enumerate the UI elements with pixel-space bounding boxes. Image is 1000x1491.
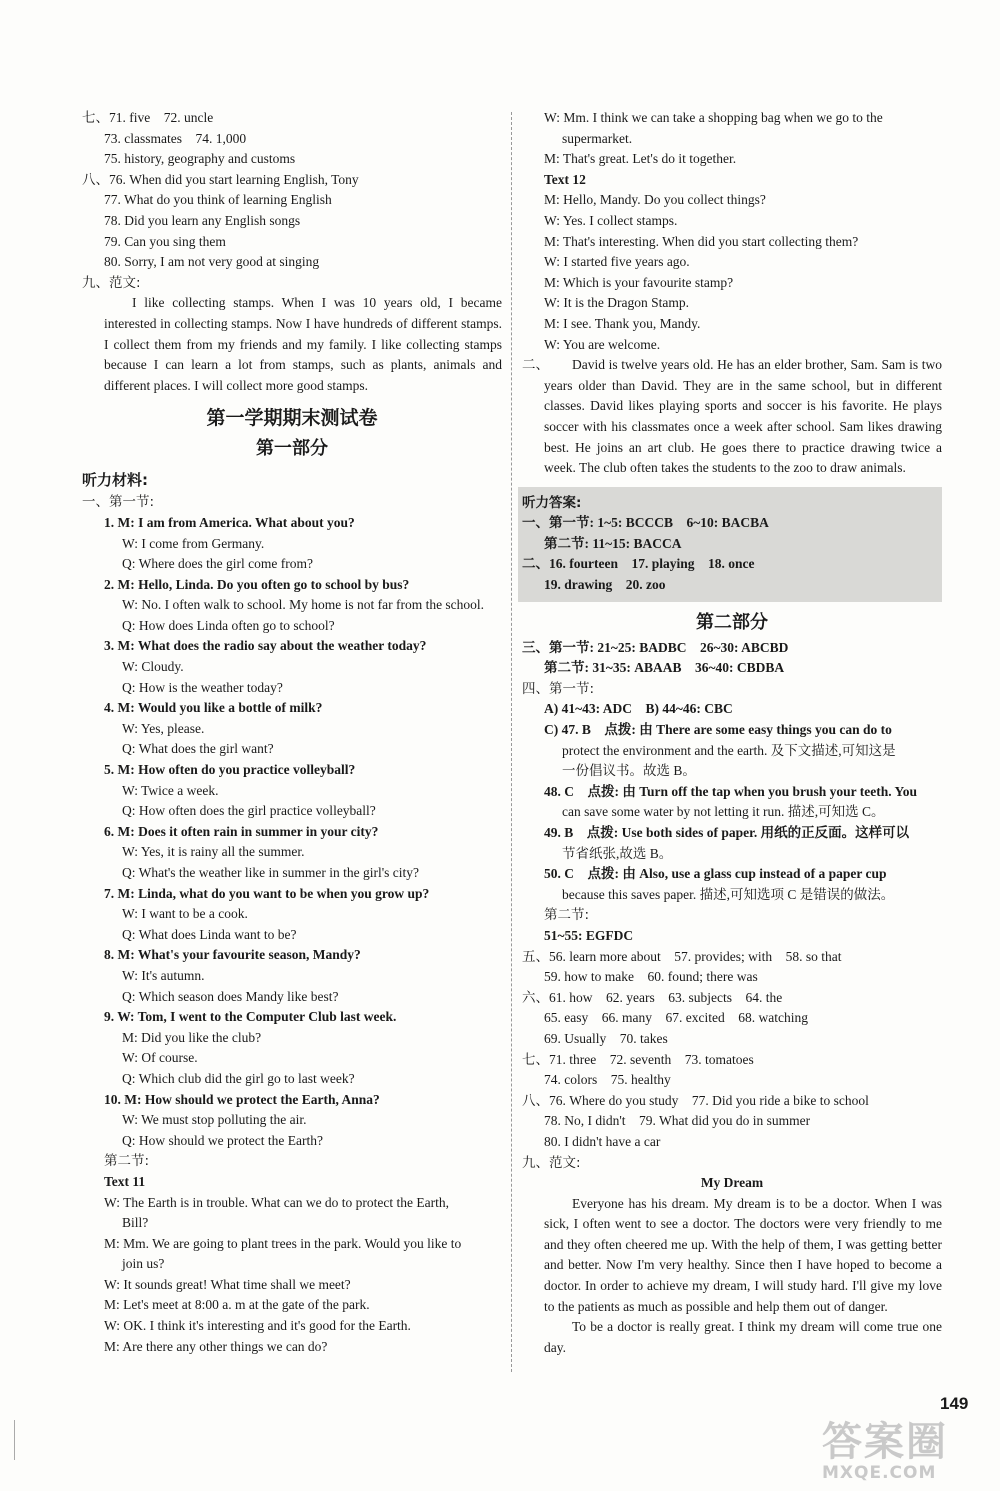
model-essay: I like collecting stamps. When I was 10 years old, I became interested in collecting stamps. Now I have hundreds of different stamps. I collect them from my friends and my family. I like collecting stamps because I can learn a lot from stamps, such as plants, animals and different places. I will collect more good stamps. bbox=[104, 295, 502, 393]
essay-paragraph: To be a doctor is really great. I think my dream will come true one day. bbox=[544, 1319, 942, 1355]
dialogue-line: Q: What's the weather like in summer in the girl's city? bbox=[122, 865, 420, 880]
dialogue-line: Q: What does Linda want to be? bbox=[122, 926, 297, 942]
section-label: 第二节: bbox=[544, 907, 590, 924]
answer-line: 19. drawing 20. zoo bbox=[544, 577, 666, 593]
dialogue-line: M: That's great. Let's do it together. bbox=[544, 151, 737, 167]
dialogue-line: 4. M: Would you like a bottle of milk? bbox=[104, 700, 323, 716]
answer-line: C) 47. B 点拨: 由 There are some easy things you can do to bbox=[544, 722, 892, 738]
dialogue-line: W: Mm. I think we can take a shopping bag when we go to the bbox=[544, 110, 883, 125]
dialogue-line: 6. M: Does it often rain in summer in your city? bbox=[104, 823, 379, 839]
dialogue-line: 8. M: What's your favourite season, Mandy? bbox=[104, 947, 361, 963]
dialogue-line: M: That's interesting. When did you start collecting them? bbox=[544, 233, 859, 249]
dialogue-line: Q: Which club did the girl go to last week? bbox=[122, 1070, 355, 1086]
section-label: 二、 bbox=[522, 357, 549, 374]
dialogue-line: W: No. I often walk to school. My home is not far from the school. bbox=[122, 597, 485, 613]
answer-line: 第二节: 31~35: ABAAB 36~40: CBDBA bbox=[544, 660, 785, 676]
answer-line: 48. C 点拨: 由 Turn off the tap when you brush your teeth. You bbox=[544, 783, 918, 799]
dialogue-line: W: Of course. bbox=[122, 1050, 198, 1066]
dialogue-line: W: I want to be a cook. bbox=[122, 906, 248, 922]
answer-line: 第二节: 11~15: BACCA bbox=[544, 535, 682, 551]
answer-line: 三、第一节: 21~25: BADBC 26~30: ABCBD bbox=[522, 639, 789, 655]
dialogue-line: W: I come from Germany. bbox=[122, 535, 265, 551]
margin-line bbox=[14, 1420, 15, 1460]
section-label: 九、范文: bbox=[82, 274, 141, 291]
answers-title: 听力答案: bbox=[522, 494, 582, 511]
answer-line: 73. classmates 74. 1,000 bbox=[104, 130, 247, 146]
dialogue-line: 1. M: I am from America. What about you? bbox=[104, 514, 355, 530]
answer-line: 七、71. five 72. uncle bbox=[82, 110, 214, 125]
answer-line: 77. What do you think of learning English bbox=[104, 192, 332, 208]
dialogue-line: 9. W: Tom, I went to the Computer Club last week. bbox=[104, 1009, 397, 1025]
part-title: 第一部分 bbox=[256, 438, 328, 460]
answer-line: 59. how to make 60. found; there was bbox=[544, 969, 758, 985]
answer-line: 六、61. how 62. years 63. subjects 64. the bbox=[522, 989, 783, 1005]
dialogue-line: W: Yes. I collect stamps. bbox=[544, 212, 678, 228]
dialogue-line: W: Yes, it is rainy all the summer. bbox=[122, 844, 305, 860]
answer-line: A) 41~43: ADC B) 44~46: CBC bbox=[544, 701, 733, 717]
dialogue-line: Q: What does the girl want? bbox=[122, 741, 274, 757]
dialogue-line: W: OK. I think it's interesting and it's good for the Earth. bbox=[104, 1318, 411, 1334]
dialogue-line: 5. M: How often do you practice volleyball? bbox=[104, 762, 356, 778]
answer-line: 七、71. three 72. seventh 73. tomatoes bbox=[522, 1051, 754, 1067]
dialogue-line: Q: Where does the girl come from? bbox=[122, 556, 313, 572]
dialogue-line: W: You are welcome. bbox=[544, 336, 661, 352]
section-label: 四、第一节: bbox=[522, 680, 595, 697]
text-title: Text 12 bbox=[544, 171, 586, 187]
answer-line: 49. B 点拨: Use both sides of paper. 用纸的正反面。这样可以 bbox=[544, 825, 910, 840]
dialogue-line: 2. M: Hello, Linda. Do you often go to school by bus? bbox=[104, 576, 410, 592]
right-column bbox=[522, 108, 942, 1358]
dialogue-line: M: I see. Thank you, Mandy. bbox=[544, 315, 701, 331]
answer-line: 五、56. learn more about 57. provides; with 58. so that bbox=[522, 948, 842, 964]
dialogue-line: W: Cloudy. bbox=[122, 659, 184, 675]
answer-line: 二、16. fourteen 17. playing 18. once bbox=[522, 556, 755, 572]
answer-line: because this saves paper. 描述,可知选项 C 是错误的做法。 bbox=[562, 886, 895, 902]
dialogue-line: supermarket. bbox=[562, 130, 633, 146]
listening-title: 听力材料: bbox=[82, 471, 148, 490]
dialogue-line: Q: How does Linda often go to school? bbox=[122, 617, 335, 633]
dialogue-line: M: Hello, Mandy. Do you collect things? bbox=[544, 192, 766, 208]
essay-paragraph: Everyone has his dream. My dream is to be a doctor. When I was sick, I often went to see a doctor. The doctors were very friendly to me and they often cheered me up. With the help of them, I was getting better and better. Now I'm very healthy. Since then I have hoped to become a doctor. In order to achieve my dream, I will study hard. I'll give my love to the patients as much as possible and help them out of danger. bbox=[544, 1195, 942, 1314]
dialogue-line: W: It's autumn. bbox=[122, 967, 205, 983]
listening-passage: David is twelve years old. He has an elder brother, Sam. Sam is two years older than David. They are in the same school, but in different classes. David likes playing sports and soccer is his favorite. He plays soccer with his classmates once a week after school. Sam likes drawing best. He joins an art club. He goes there to practice drawing twice a week. The club often takes the students to the zoo to draw animals. bbox=[544, 357, 942, 476]
exam-title: 第一学期期末测试卷 bbox=[206, 407, 378, 430]
dialogue-line: M: Did you like the club? bbox=[122, 1029, 262, 1045]
dialogue-line: M: Mm. We are going to plant trees in the park. Would you like to bbox=[104, 1235, 462, 1251]
answer-line: 75. history, geography and customs bbox=[104, 151, 296, 167]
section-label: 第二节: bbox=[104, 1153, 150, 1170]
dialogue-line: W: Yes, please. bbox=[122, 720, 205, 736]
answer-line: protect the environment and the earth. 及下文描述,可知这是 bbox=[562, 742, 896, 758]
dialogue-list bbox=[82, 513, 502, 1151]
dialogue-line: W: We must stop polluting the air. bbox=[122, 1112, 307, 1128]
essay-title: My Dream bbox=[700, 1175, 764, 1191]
dialogue-line: 10. M: How should we protect the Earth, Anna? bbox=[104, 1091, 380, 1107]
answer-line: 51~55: EGFDC bbox=[544, 927, 634, 943]
answer-line: 69. Usually 70. takes bbox=[544, 1030, 668, 1046]
dialogue-line: W: The Earth is in trouble. What can we do to protect the Earth, bbox=[104, 1194, 450, 1210]
dialogue-line: M: Let's meet at 8:00 a. m at the gate of the park. bbox=[104, 1297, 370, 1313]
answer-line: 78. No, I didn't 79. What did you do in summer bbox=[544, 1113, 811, 1129]
dialogue-line: join us? bbox=[122, 1256, 165, 1272]
dialogue-line: W: Twice a week. bbox=[122, 782, 219, 798]
answer-line: 一份倡议书。故选 B。 bbox=[562, 763, 696, 779]
dialogue-line: Bill? bbox=[122, 1215, 149, 1231]
part-title: 第二部分 bbox=[696, 611, 768, 633]
dialogue-line: Q: How is the weather today? bbox=[122, 679, 283, 695]
answer-line: 50. C 点拨: 由 Also, use a glass cup instead of a paper cup bbox=[544, 866, 887, 882]
answer-line: 65. easy 66. many 67. excited 68. watching bbox=[544, 1010, 808, 1026]
listening-answers-box bbox=[518, 487, 942, 602]
answer-line: 一、第一节: 1~5: BCCCB 6~10: BACBA bbox=[522, 515, 769, 531]
dialogue-line: Q: How should we protect the Earth? bbox=[122, 1132, 323, 1148]
dialogue-line: M: Which is your favourite stamp? bbox=[544, 274, 734, 290]
dialogue-line: 3. M: What does the radio say about the weather today? bbox=[104, 638, 427, 654]
watermark-url: MXQE.COM bbox=[822, 1463, 937, 1483]
answer-line: 80. I didn't have a car bbox=[544, 1133, 661, 1149]
dialogue-line: Q: Which season does Mandy like best? bbox=[122, 988, 339, 1004]
column-divider bbox=[511, 112, 512, 1372]
dialogue-line: M: Are there any other things we can do? bbox=[104, 1338, 328, 1354]
answer-line: 74. colors 75. healthy bbox=[544, 1072, 671, 1088]
answer-line: 节省纸张,故选 B。 bbox=[562, 845, 673, 861]
watermark-logo bbox=[822, 1419, 992, 1483]
answer-line: 八、76. Where do you study 77. Did you ride a bike to school bbox=[522, 1092, 869, 1108]
answer-line: 80. Sorry, I am not very good at singing bbox=[104, 254, 320, 270]
dialogue-line: 7. M: Linda, what do you want to be when you grow up? bbox=[104, 885, 430, 901]
dialogue-line: Q: How often does the girl practice volleyball? bbox=[122, 803, 376, 819]
answer-line: 八、76. When did you start learning English, Tony bbox=[82, 171, 359, 187]
watermark-text: 答案圈 bbox=[822, 1419, 948, 1465]
text-title: Text 11 bbox=[104, 1173, 146, 1189]
dialogue-line: W: It sounds great! What time shall we meet? bbox=[104, 1276, 351, 1292]
left-column bbox=[82, 108, 502, 1357]
answer-line: can save some water by not letting it run. 描述,可知选 C。 bbox=[562, 804, 885, 820]
page-number: 149 bbox=[940, 1394, 969, 1413]
section-label: 一、第一节: bbox=[82, 494, 155, 511]
answer-line: 79. Can you sing them bbox=[104, 233, 226, 249]
section-label: 九、范文: bbox=[522, 1154, 581, 1171]
answer-line: 78. Did you learn any English songs bbox=[104, 212, 301, 228]
dialogue-line: W: It is the Dragon Stamp. bbox=[544, 295, 689, 311]
dialogue-line: W: I started five years ago. bbox=[544, 254, 690, 270]
